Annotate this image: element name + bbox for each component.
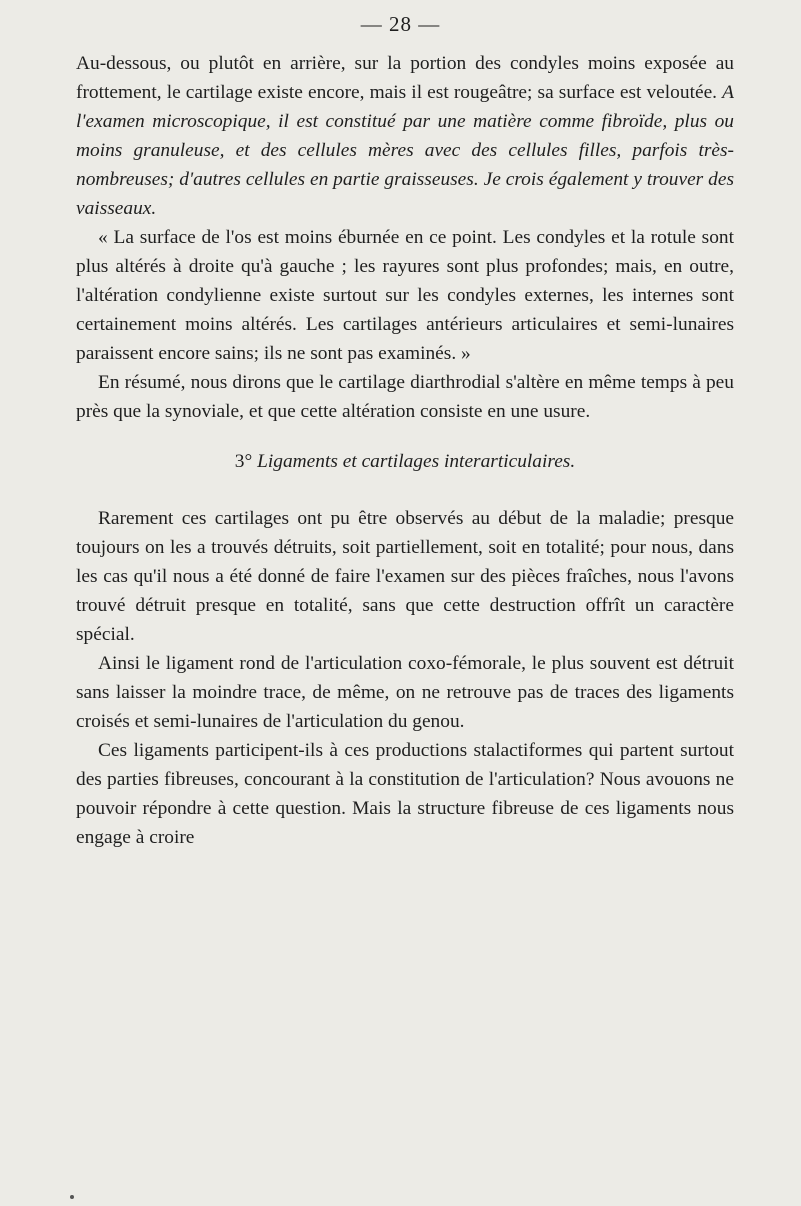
page-number: — 28 — bbox=[360, 12, 441, 36]
paragraph-3: En résumé, nous dirons que le cartilage diarthrodial s'altère en même temps à peu près que la synoviale, et que cette altération consiste en une usure. bbox=[76, 372, 734, 422]
paragraph-1-italic: A l'examen microscopique, il est constitué par une matière comme fibroïde, plus ou moins granuleuse, et des cellules mères avec des cellules filles, parfois très-nombreuses; d'autres cellules en partie graisseuses. Je crois également y trouver des vaisseaux. bbox=[76, 82, 734, 219]
stray-mark bbox=[70, 1195, 74, 1199]
section-heading bbox=[76, 426, 734, 504]
section-title: Ligaments et cartilages interarticulaires. bbox=[257, 451, 576, 472]
paragraph-1 bbox=[76, 49, 734, 223]
paragraph-2: « La surface de l'os est moins éburnée en ce point. Les condyles et la rotule sont plus altérés à droite qu'à gauche ; les rayures sont plus profondes; mais, en outre, l'altération condylienne existe surtout sur les condyles externes, les internes sont certainement moins altérés. Les cartilages antérieurs articulaires et semi-lunaires paraissent encore sains; ils ne sont pas examinés. » bbox=[76, 227, 734, 364]
section-number: 3° bbox=[234, 451, 253, 472]
paragraph-1-roman: Au-dessous, ou plutôt en arrière, sur la portion des condyles moins exposée au frottement, le cartilage existe encore, mais il est rougeâtre; sa surface est veloutée. bbox=[76, 53, 734, 103]
paragraph-5: Ainsi le ligament rond de l'articulation coxo-fémorale, le plus souvent est détruit sans laisser la moindre trace, de même, on ne retrouve pas de traces des ligaments croisés et semi-lunaires de l'articulation du genou. bbox=[76, 653, 734, 732]
body-text bbox=[76, 49, 734, 852]
paragraph-4: Rarement ces cartilages ont pu être observés au début de la maladie; presque toujours on les a trouvés détruits, soit partiellement, soit en totalité; pour nous, dans les cas qu'il nous a été donné de faire l'examen sur des pièces fraîches, nous l'avons trouvé détruit presque en totalité, sans que cette destruction offrît un caractère spécial. bbox=[76, 508, 734, 645]
paragraph-6: Ces ligaments participent-ils à ces productions stalactiformes qui partent surtout des parties fibreuses, concourant à la constitution de l'articulation? Nous avouons ne pouvoir répondre à cette question. Mais la structure fibreuse de ces ligaments nous engage à croire bbox=[76, 740, 734, 848]
